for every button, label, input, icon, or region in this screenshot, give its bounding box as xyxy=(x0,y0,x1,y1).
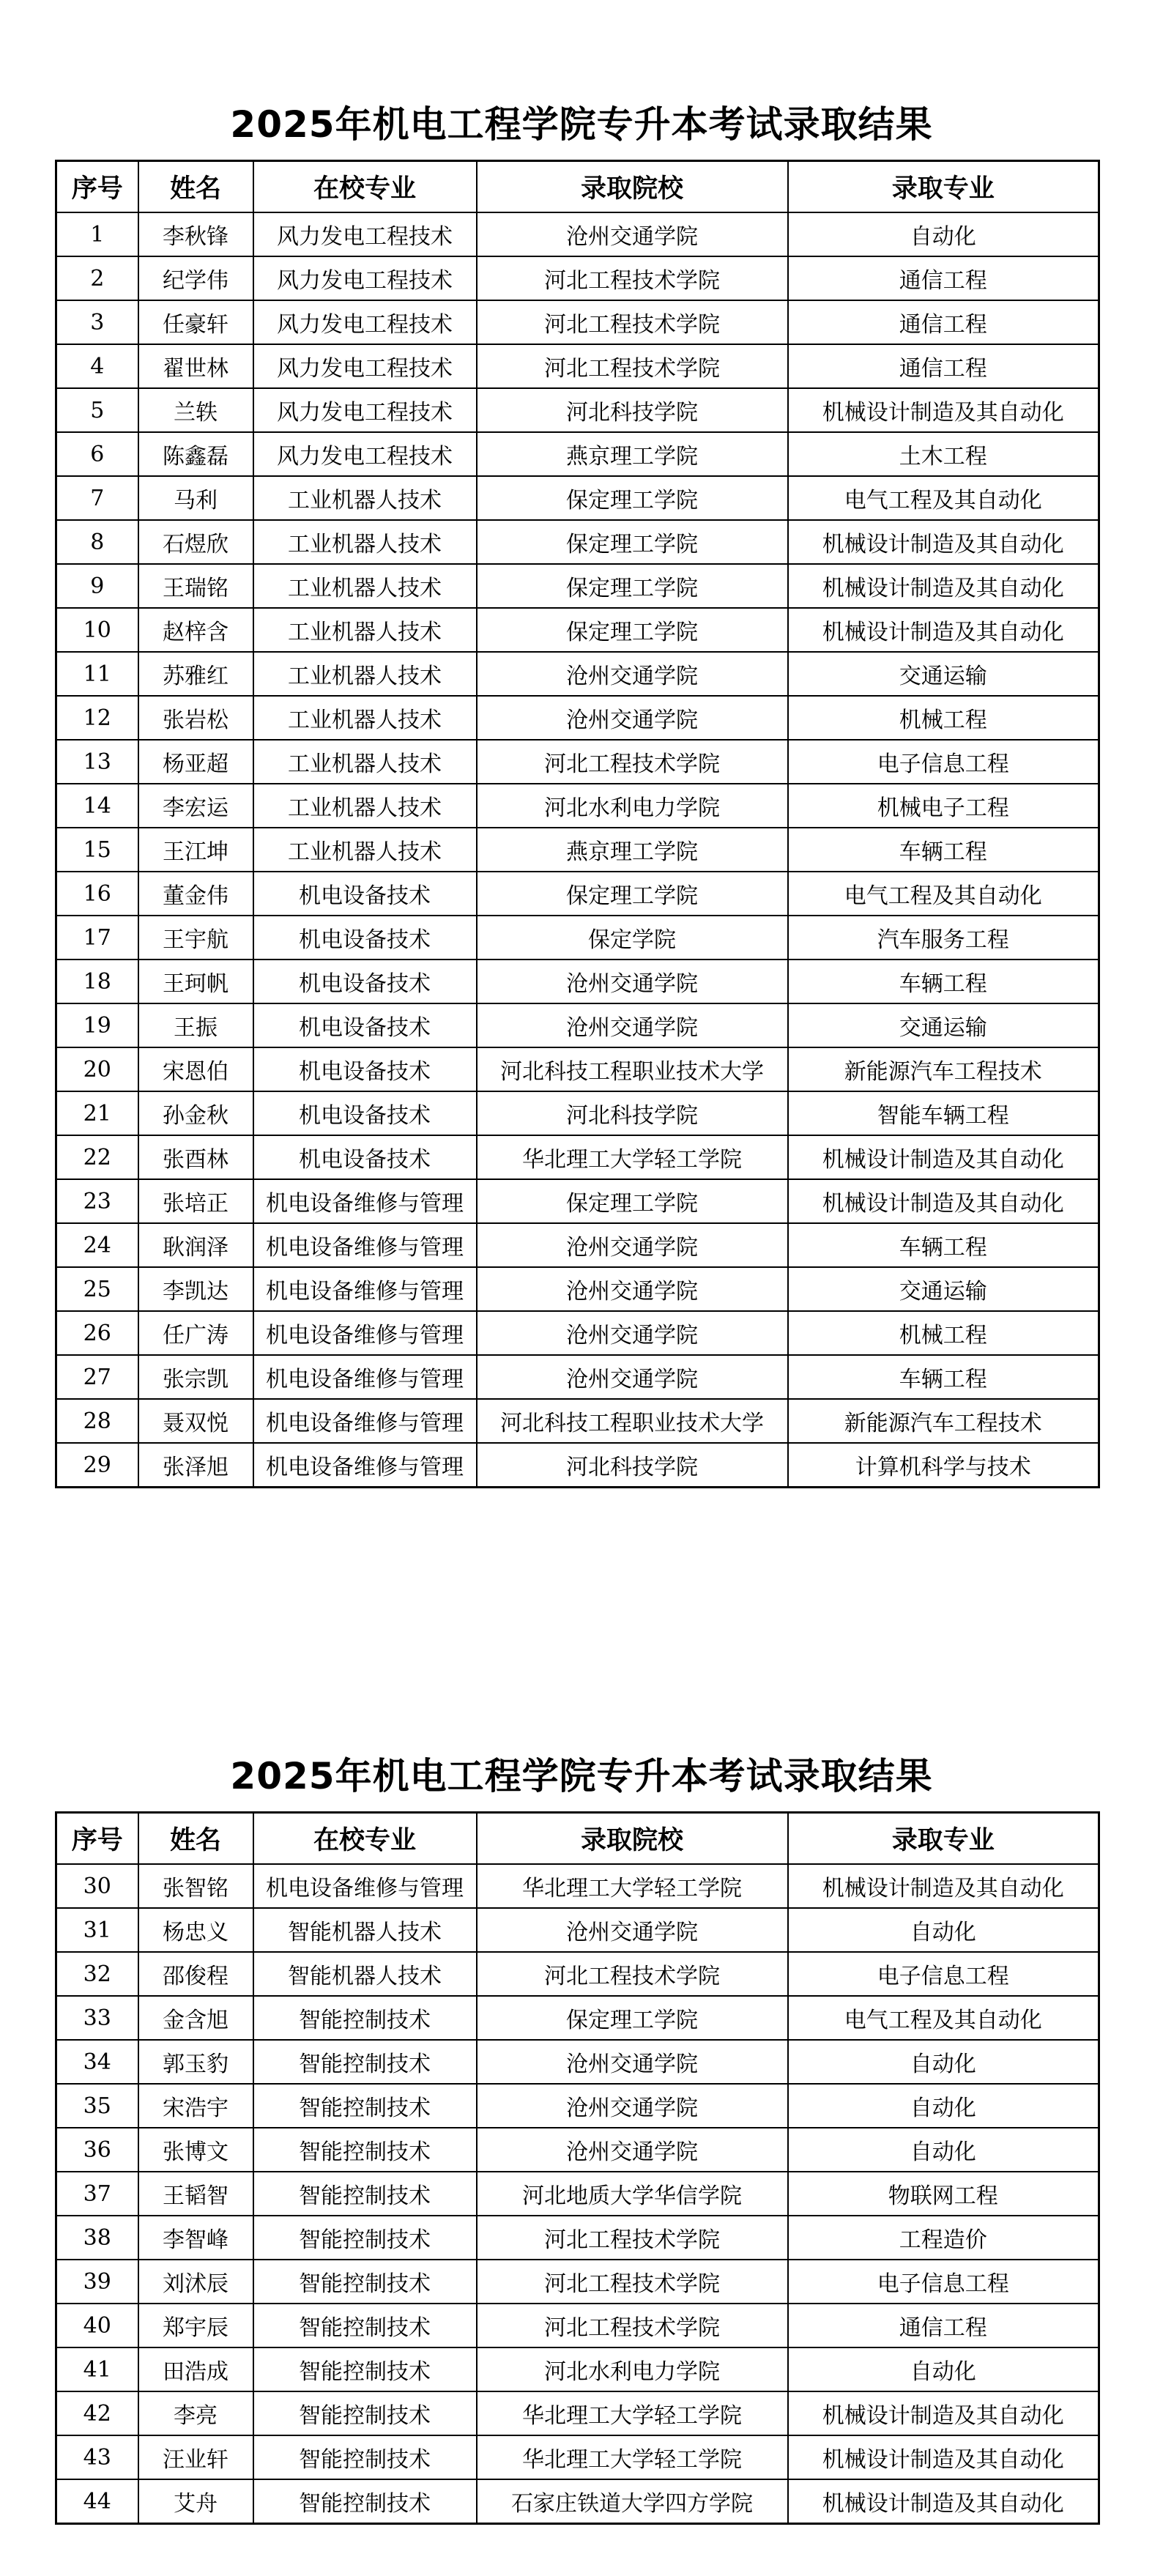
cell-school: 保定理工学院 xyxy=(477,872,788,916)
table-row xyxy=(56,1179,1099,1223)
table-row xyxy=(56,2435,1099,2479)
cell-name: 赵梓含 xyxy=(138,608,253,652)
cell-admitted-major: 计算机科学与技术 xyxy=(788,1443,1099,1488)
cell-no: 5 xyxy=(56,388,138,432)
cell-name: 汪业轩 xyxy=(138,2435,253,2479)
cell-no: 40 xyxy=(56,2304,138,2347)
cell-school: 沧州交通学院 xyxy=(477,1311,788,1355)
cell-admitted-major: 车辆工程 xyxy=(788,1223,1099,1267)
table-body xyxy=(56,1864,1099,2524)
cell-no: 27 xyxy=(56,1355,138,1399)
table-row xyxy=(56,1952,1099,1996)
cell-major: 智能控制技术 xyxy=(253,2216,477,2260)
table-row xyxy=(56,2172,1099,2216)
table-header-row xyxy=(56,161,1099,213)
cell-major: 工业机器人技术 xyxy=(253,520,477,564)
cell-admitted-major: 机械设计制造及其自动化 xyxy=(788,1179,1099,1223)
cell-major: 智能控制技术 xyxy=(253,2347,477,2391)
cell-school: 沧州交通学院 xyxy=(477,212,788,256)
cell-school: 沧州交通学院 xyxy=(477,1355,788,1399)
cell-school: 沧州交通学院 xyxy=(477,2040,788,2084)
cell-major: 机电设备维修与管理 xyxy=(253,1267,477,1311)
table-header-row xyxy=(56,1813,1099,1865)
cell-no: 19 xyxy=(56,1003,138,1047)
table-row xyxy=(56,1223,1099,1267)
cell-name: 艾舟 xyxy=(138,2479,253,2524)
cell-admitted-major: 机械设计制造及其自动化 xyxy=(788,2435,1099,2479)
table-row xyxy=(56,1864,1099,1908)
table-row xyxy=(56,2347,1099,2391)
cell-major: 工业机器人技术 xyxy=(253,696,477,740)
table-row xyxy=(56,1003,1099,1047)
cell-major: 机电设备维修与管理 xyxy=(253,1179,477,1223)
cell-name: 张岩松 xyxy=(138,696,253,740)
cell-name: 张宗凯 xyxy=(138,1355,253,1399)
cell-admitted-major: 机械工程 xyxy=(788,1311,1099,1355)
cell-school: 河北科技工程职业技术大学 xyxy=(477,1399,788,1443)
cell-name: 陈鑫磊 xyxy=(138,432,253,476)
cell-admitted-major: 机械设计制造及其自动化 xyxy=(788,564,1099,608)
cell-no: 28 xyxy=(56,1399,138,1443)
table-row xyxy=(56,959,1099,1003)
cell-name: 田浩成 xyxy=(138,2347,253,2391)
cell-name: 杨亚超 xyxy=(138,740,253,784)
table-row xyxy=(56,740,1099,784)
cell-school: 河北水利电力学院 xyxy=(477,784,788,828)
cell-major: 风力发电工程技术 xyxy=(253,388,477,432)
cell-school: 保定理工学院 xyxy=(477,476,788,520)
cell-no: 21 xyxy=(56,1091,138,1135)
cell-admitted-major: 机械设计制造及其自动化 xyxy=(788,608,1099,652)
cell-school: 保定理工学院 xyxy=(477,564,788,608)
results-table xyxy=(55,1811,1100,2525)
cell-admitted-major: 通信工程 xyxy=(788,256,1099,300)
cell-name: 宋浩宇 xyxy=(138,2084,253,2128)
cell-admitted-major: 电气工程及其自动化 xyxy=(788,872,1099,916)
cell-admitted-major: 智能车辆工程 xyxy=(788,1091,1099,1135)
table-row xyxy=(56,1355,1099,1399)
cell-major: 工业机器人技术 xyxy=(253,652,477,696)
cell-school: 沧州交通学院 xyxy=(477,1003,788,1047)
cell-major: 机电设备技术 xyxy=(253,959,477,1003)
cell-name: 孙金秋 xyxy=(138,1091,253,1135)
cell-school: 沧州交通学院 xyxy=(477,652,788,696)
cell-school: 沧州交通学院 xyxy=(477,1908,788,1952)
cell-major: 智能控制技术 xyxy=(253,2479,477,2524)
cell-name: 张博文 xyxy=(138,2128,253,2172)
cell-major: 风力发电工程技术 xyxy=(253,256,477,300)
cell-major: 风力发电工程技术 xyxy=(253,344,477,388)
header-school: 录取院校 xyxy=(477,1813,788,1865)
cell-major: 机电设备技术 xyxy=(253,1003,477,1047)
cell-admitted-major: 电子信息工程 xyxy=(788,2260,1099,2304)
cell-admitted-major: 交通运输 xyxy=(788,1003,1099,1047)
cell-school: 保定理工学院 xyxy=(477,1996,788,2040)
cell-no: 31 xyxy=(56,1908,138,1952)
cell-no: 29 xyxy=(56,1443,138,1488)
cell-admitted-major: 新能源汽车工程技术 xyxy=(788,1047,1099,1091)
cell-name: 王宇航 xyxy=(138,916,253,959)
cell-no: 35 xyxy=(56,2084,138,2128)
table-row xyxy=(56,784,1099,828)
cell-major: 工业机器人技术 xyxy=(253,828,477,872)
cell-admitted-major: 新能源汽车工程技术 xyxy=(788,1399,1099,1443)
table-row xyxy=(56,2260,1099,2304)
cell-admitted-major: 机械设计制造及其自动化 xyxy=(788,520,1099,564)
table-row xyxy=(56,1267,1099,1311)
cell-no: 10 xyxy=(56,608,138,652)
table-row xyxy=(56,608,1099,652)
cell-name: 李智峰 xyxy=(138,2216,253,2260)
results-table xyxy=(55,160,1100,1488)
cell-school: 河北科技学院 xyxy=(477,1443,788,1488)
cell-major: 机电设备维修与管理 xyxy=(253,1311,477,1355)
cell-name: 张酉林 xyxy=(138,1135,253,1179)
cell-major: 智能机器人技术 xyxy=(253,1908,477,1952)
cell-no: 4 xyxy=(56,344,138,388)
cell-school: 河北科技学院 xyxy=(477,1091,788,1135)
cell-school: 河北工程技术学院 xyxy=(477,300,788,344)
cell-admitted-major: 自动化 xyxy=(788,212,1099,256)
cell-major: 机电设备维修与管理 xyxy=(253,1223,477,1267)
cell-major: 机电设备技术 xyxy=(253,1135,477,1179)
cell-no: 16 xyxy=(56,872,138,916)
cell-admitted-major: 自动化 xyxy=(788,2128,1099,2172)
cell-admitted-major: 通信工程 xyxy=(788,344,1099,388)
cell-admitted-major: 机械设计制造及其自动化 xyxy=(788,1864,1099,1908)
cell-no: 43 xyxy=(56,2435,138,2479)
table-row xyxy=(56,2040,1099,2084)
cell-admitted-major: 机械工程 xyxy=(788,696,1099,740)
cell-name: 刘沭辰 xyxy=(138,2260,253,2304)
cell-no: 15 xyxy=(56,828,138,872)
cell-admitted-major: 电子信息工程 xyxy=(788,740,1099,784)
cell-name: 郑宇辰 xyxy=(138,2304,253,2347)
cell-school: 沧州交通学院 xyxy=(477,696,788,740)
cell-school: 河北水利电力学院 xyxy=(477,2347,788,2391)
cell-name: 金含旭 xyxy=(138,1996,253,2040)
header-name: 姓名 xyxy=(138,1813,253,1865)
cell-no: 30 xyxy=(56,1864,138,1908)
cell-no: 23 xyxy=(56,1179,138,1223)
cell-no: 38 xyxy=(56,2216,138,2260)
cell-school: 沧州交通学院 xyxy=(477,2084,788,2128)
cell-name: 石煜欣 xyxy=(138,520,253,564)
cell-no: 37 xyxy=(56,2172,138,2216)
cell-admitted-major: 电气工程及其自动化 xyxy=(788,1996,1099,2040)
cell-major: 机电设备维修与管理 xyxy=(253,1355,477,1399)
cell-school: 保定理工学院 xyxy=(477,1179,788,1223)
table-row xyxy=(56,828,1099,872)
cell-school: 河北科技学院 xyxy=(477,388,788,432)
cell-name: 兰轶 xyxy=(138,388,253,432)
cell-major: 机电设备维修与管理 xyxy=(253,1864,477,1908)
cell-major: 机电设备技术 xyxy=(253,1047,477,1091)
cell-major: 智能控制技术 xyxy=(253,2260,477,2304)
cell-major: 智能控制技术 xyxy=(253,2172,477,2216)
cell-no: 20 xyxy=(56,1047,138,1091)
cell-major: 机电设备技术 xyxy=(253,872,477,916)
cell-name: 翟世林 xyxy=(138,344,253,388)
cell-school: 沧州交通学院 xyxy=(477,959,788,1003)
cell-no: 39 xyxy=(56,2260,138,2304)
cell-no: 17 xyxy=(56,916,138,959)
header-admitted-major: 录取专业 xyxy=(788,161,1099,213)
cell-name: 任豪轩 xyxy=(138,300,253,344)
cell-name: 李亮 xyxy=(138,2391,253,2435)
cell-admitted-major: 交通运输 xyxy=(788,1267,1099,1311)
table-row xyxy=(56,1443,1099,1488)
cell-no: 12 xyxy=(56,696,138,740)
header-no: 序号 xyxy=(56,1813,138,1865)
table-row xyxy=(56,1908,1099,1952)
cell-name: 王韬智 xyxy=(138,2172,253,2216)
cell-admitted-major: 机械设计制造及其自动化 xyxy=(788,2391,1099,2435)
cell-major: 工业机器人技术 xyxy=(253,740,477,784)
cell-school: 燕京理工学院 xyxy=(477,432,788,476)
cell-school: 华北理工大学轻工学院 xyxy=(477,2435,788,2479)
cell-admitted-major: 自动化 xyxy=(788,2084,1099,2128)
table-row xyxy=(56,476,1099,520)
cell-name: 纪学伟 xyxy=(138,256,253,300)
cell-name: 张智铭 xyxy=(138,1864,253,1908)
cell-school: 华北理工大学轻工学院 xyxy=(477,2391,788,2435)
table-body xyxy=(56,212,1099,1488)
cell-admitted-major: 通信工程 xyxy=(788,300,1099,344)
cell-no: 7 xyxy=(56,476,138,520)
cell-major: 智能控制技术 xyxy=(253,2304,477,2347)
table-row xyxy=(56,256,1099,300)
cell-school: 沧州交通学院 xyxy=(477,1223,788,1267)
cell-no: 33 xyxy=(56,1996,138,2040)
cell-school: 河北工程技术学院 xyxy=(477,256,788,300)
cell-name: 王江坤 xyxy=(138,828,253,872)
cell-admitted-major: 自动化 xyxy=(788,1908,1099,1952)
cell-school: 河北工程技术学院 xyxy=(477,2216,788,2260)
cell-name: 马利 xyxy=(138,476,253,520)
cell-name: 张培正 xyxy=(138,1179,253,1223)
cell-no: 9 xyxy=(56,564,138,608)
cell-admitted-major: 电子信息工程 xyxy=(788,1952,1099,1996)
table-row xyxy=(56,212,1099,256)
cell-school: 河北工程技术学院 xyxy=(477,740,788,784)
cell-name: 聂双悦 xyxy=(138,1399,253,1443)
cell-name: 李宏运 xyxy=(138,784,253,828)
table-row xyxy=(56,2479,1099,2524)
cell-major: 机电设备技术 xyxy=(253,1091,477,1135)
table-row xyxy=(56,1047,1099,1091)
cell-no: 6 xyxy=(56,432,138,476)
cell-name: 宋恩伯 xyxy=(138,1047,253,1091)
header-name: 姓名 xyxy=(138,161,253,213)
cell-admitted-major: 机械设计制造及其自动化 xyxy=(788,2479,1099,2524)
header-major: 在校专业 xyxy=(253,1813,477,1865)
cell-major: 风力发电工程技术 xyxy=(253,300,477,344)
table-row xyxy=(56,1091,1099,1135)
table-row xyxy=(56,344,1099,388)
cell-admitted-major: 土木工程 xyxy=(788,432,1099,476)
cell-name: 王珂帆 xyxy=(138,959,253,1003)
table-row xyxy=(56,2391,1099,2435)
cell-major: 智能机器人技术 xyxy=(253,1952,477,1996)
cell-major: 机电设备维修与管理 xyxy=(253,1399,477,1443)
cell-no: 42 xyxy=(56,2391,138,2435)
cell-admitted-major: 车辆工程 xyxy=(788,959,1099,1003)
table-row xyxy=(56,1996,1099,2040)
cell-name: 邵俊程 xyxy=(138,1952,253,1996)
cell-name: 董金伟 xyxy=(138,872,253,916)
cell-school: 河北工程技术学院 xyxy=(477,344,788,388)
cell-major: 工业机器人技术 xyxy=(253,784,477,828)
cell-no: 11 xyxy=(56,652,138,696)
cell-major: 机电设备维修与管理 xyxy=(253,1443,477,1488)
cell-name: 郭玉豹 xyxy=(138,2040,253,2084)
table-row xyxy=(56,520,1099,564)
table-row xyxy=(56,652,1099,696)
cell-school: 河北工程技术学院 xyxy=(477,1952,788,1996)
table-row xyxy=(56,2128,1099,2172)
header-major: 在校专业 xyxy=(253,161,477,213)
cell-no: 3 xyxy=(56,300,138,344)
cell-no: 2 xyxy=(56,256,138,300)
cell-no: 44 xyxy=(56,2479,138,2524)
cell-no: 1 xyxy=(56,212,138,256)
cell-no: 22 xyxy=(56,1135,138,1179)
cell-major: 机电设备技术 xyxy=(253,916,477,959)
table-row xyxy=(56,1311,1099,1355)
cell-school: 保定理工学院 xyxy=(477,608,788,652)
cell-admitted-major: 汽车服务工程 xyxy=(788,916,1099,959)
cell-no: 25 xyxy=(56,1267,138,1311)
cell-admitted-major: 机械设计制造及其自动化 xyxy=(788,1135,1099,1179)
cell-name: 王瑞铭 xyxy=(138,564,253,608)
table-row xyxy=(56,1135,1099,1179)
table-row xyxy=(56,564,1099,608)
table-row xyxy=(56,388,1099,432)
cell-major: 智能控制技术 xyxy=(253,2391,477,2435)
table-row xyxy=(56,2304,1099,2347)
header-no: 序号 xyxy=(56,161,138,213)
cell-no: 24 xyxy=(56,1223,138,1267)
table-row xyxy=(56,916,1099,959)
cell-admitted-major: 自动化 xyxy=(788,2040,1099,2084)
table-row xyxy=(56,696,1099,740)
cell-admitted-major: 交通运输 xyxy=(788,652,1099,696)
cell-school: 河北地质大学华信学院 xyxy=(477,2172,788,2216)
page-title: 2025年机电工程学院专升本考试录取结果 xyxy=(230,1755,933,1797)
cell-major: 智能控制技术 xyxy=(253,2084,477,2128)
page-title: 2025年机电工程学院专升本考试录取结果 xyxy=(230,103,933,146)
cell-major: 智能控制技术 xyxy=(253,1996,477,2040)
cell-school: 保定理工学院 xyxy=(477,520,788,564)
cell-school: 华北理工大学轻工学院 xyxy=(477,1864,788,1908)
cell-admitted-major: 通信工程 xyxy=(788,2304,1099,2347)
table-row xyxy=(56,2216,1099,2260)
cell-admitted-major: 自动化 xyxy=(788,2347,1099,2391)
cell-school: 石家庄铁道大学四方学院 xyxy=(477,2479,788,2524)
cell-school: 河北科技工程职业技术大学 xyxy=(477,1047,788,1091)
cell-major: 智能控制技术 xyxy=(253,2435,477,2479)
cell-admitted-major: 工程造价 xyxy=(788,2216,1099,2260)
cell-name: 杨忠义 xyxy=(138,1908,253,1952)
cell-school: 沧州交通学院 xyxy=(477,1267,788,1311)
cell-school: 河北工程技术学院 xyxy=(477,2304,788,2347)
cell-name: 李秋锋 xyxy=(138,212,253,256)
table-row xyxy=(56,432,1099,476)
cell-name: 李凯达 xyxy=(138,1267,253,1311)
cell-school: 沧州交通学院 xyxy=(477,2128,788,2172)
cell-major: 风力发电工程技术 xyxy=(253,432,477,476)
cell-no: 36 xyxy=(56,2128,138,2172)
cell-no: 26 xyxy=(56,1311,138,1355)
cell-admitted-major: 电气工程及其自动化 xyxy=(788,476,1099,520)
cell-school: 燕京理工学院 xyxy=(477,828,788,872)
cell-admitted-major: 物联网工程 xyxy=(788,2172,1099,2216)
header-school: 录取院校 xyxy=(477,161,788,213)
cell-name: 王振 xyxy=(138,1003,253,1047)
cell-no: 8 xyxy=(56,520,138,564)
cell-name: 张泽旭 xyxy=(138,1443,253,1488)
cell-admitted-major: 机械设计制造及其自动化 xyxy=(788,388,1099,432)
cell-major: 工业机器人技术 xyxy=(253,564,477,608)
cell-major: 工业机器人技术 xyxy=(253,476,477,520)
cell-admitted-major: 车辆工程 xyxy=(788,1355,1099,1399)
cell-major: 智能控制技术 xyxy=(253,2040,477,2084)
table-row xyxy=(56,300,1099,344)
cell-name: 苏雅红 xyxy=(138,652,253,696)
cell-no: 34 xyxy=(56,2040,138,2084)
cell-no: 32 xyxy=(56,1952,138,1996)
cell-no: 13 xyxy=(56,740,138,784)
cell-major: 风力发电工程技术 xyxy=(253,212,477,256)
cell-name: 耿润泽 xyxy=(138,1223,253,1267)
table-row xyxy=(56,1399,1099,1443)
cell-name: 任广涛 xyxy=(138,1311,253,1355)
table-row xyxy=(56,2084,1099,2128)
cell-no: 18 xyxy=(56,959,138,1003)
header-admitted-major: 录取专业 xyxy=(788,1813,1099,1865)
cell-admitted-major: 机械电子工程 xyxy=(788,784,1099,828)
cell-major: 工业机器人技术 xyxy=(253,608,477,652)
cell-admitted-major: 车辆工程 xyxy=(788,828,1099,872)
cell-school: 河北工程技术学院 xyxy=(477,2260,788,2304)
cell-school: 华北理工大学轻工学院 xyxy=(477,1135,788,1179)
table-row xyxy=(56,872,1099,916)
cell-major: 智能控制技术 xyxy=(253,2128,477,2172)
cell-no: 14 xyxy=(56,784,138,828)
cell-no: 41 xyxy=(56,2347,138,2391)
cell-school: 保定学院 xyxy=(477,916,788,959)
